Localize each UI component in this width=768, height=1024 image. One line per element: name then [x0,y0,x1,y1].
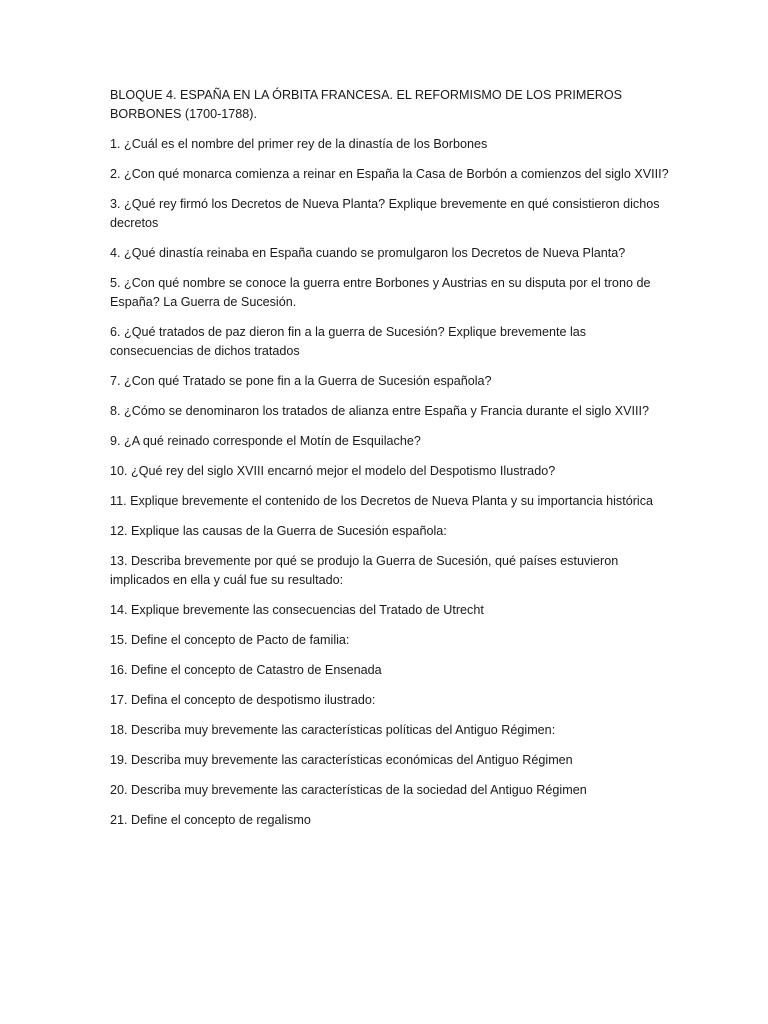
question-10: 10. ¿Qué rey del siglo XVIII encarnó mejor el modelo del Despotismo Ilustrado? [110,464,556,478]
question-6: 6. ¿Qué tratados de paz dieron fin a la guerra de Sucesión? Explique brevemente las consecuencias de dichos tratados [110,325,587,358]
question-21: 21. Define el concepto de regalismo [110,813,311,827]
question-15: 15. Define el concepto de Pacto de familia: [110,633,350,647]
question-1: 1. ¿Cuál es el nombre del primer rey de la dinastía de los Borbones [110,137,488,151]
question-19: 19. Describa muy brevemente las características económicas del Antiguo Régimen [110,753,573,767]
question-8: 8. ¿Cómo se denominaron los tratados de alianza entre España y Francia durante el siglo XVIII? [110,404,650,418]
question-16: 16. Define el concepto de Catastro de Ensenada [110,663,382,677]
question-11: 11. Explique brevemente el contenido de los Decretos de Nueva Planta y su importancia histórica [110,494,654,508]
question-12: 12. Explique las causas de la Guerra de Sucesión española: [110,524,447,538]
question-7: 7. ¿Con qué Tratado se pone fin a la Guerra de Sucesión española? [110,374,492,388]
document-content [110,86,670,841]
question-20: 20. Describa muy brevemente las características de la sociedad del Antiguo Régimen [110,783,587,797]
question-4: 4. ¿Qué dinastía reinaba en España cuando se promulgaron los Decretos de Nueva Planta? [110,246,626,260]
question-5: 5. ¿Con qué nombre se conoce la guerra entre Borbones y Austrias en su disputa por el trono de España? La Guerra de Sucesión. [110,276,651,309]
question-3: 3. ¿Qué rey firmó los Decretos de Nueva Planta? Explique brevemente en qué consistieron dichos decretos [110,197,660,230]
question-18: 18. Describa muy brevemente las características políticas del Antiguo Régimen: [110,723,556,737]
question-13: 13. Describa brevemente por qué se produjo la Guerra de Sucesión, qué países estuvieron implicados en ella y cuál fue su resultado: [110,554,619,587]
document-title: BLOQUE 4. ESPAÑA EN LA ÓRBITA FRANCESA. EL REFORMISMO DE LOS PRIMEROS BORBONES (1700-1788). [110,88,623,121]
question-17: 17. Defina el concepto de despotismo ilustrado: [110,693,376,707]
question-2: 2. ¿Con qué monarca comienza a reinar en España la Casa de Borbón a comienzos del siglo XVIII? [110,167,669,181]
question-14: 14. Explique brevemente las consecuencias del Tratado de Utrecht [110,603,484,617]
question-9: 9. ¿A qué reinado corresponde el Motín de Esquilache? [110,434,421,448]
